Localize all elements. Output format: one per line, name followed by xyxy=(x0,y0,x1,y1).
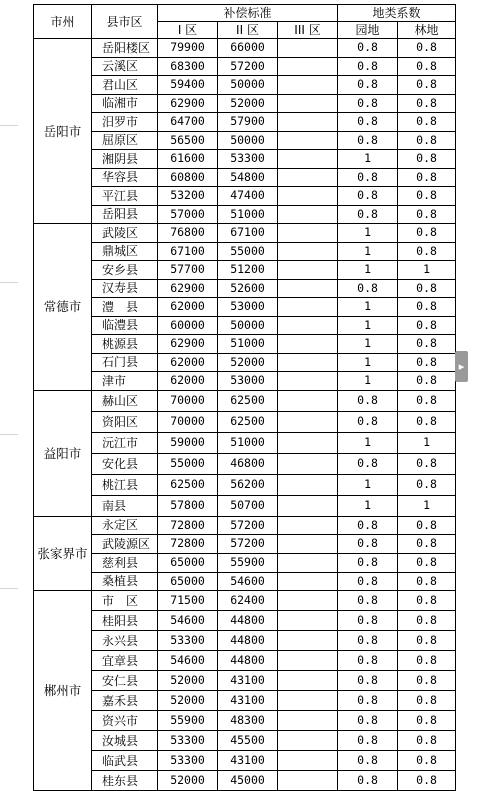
county-cell: 桂阳县 xyxy=(92,611,158,631)
zone-2-cell: 62400 xyxy=(218,591,278,611)
table-row xyxy=(34,187,456,206)
table-row xyxy=(34,453,456,474)
county-cell: 湘阴县 xyxy=(92,150,158,169)
zone-2-cell: 43100 xyxy=(218,691,278,711)
table-row xyxy=(34,261,456,280)
zone-3-cell xyxy=(278,113,338,132)
forest-coef-cell: 1 xyxy=(398,432,456,453)
zone-2-cell: 51200 xyxy=(218,261,278,280)
zone-1-cell: 55000 xyxy=(158,453,218,474)
table-body xyxy=(34,39,456,791)
orchard-coef-cell: 1 xyxy=(338,316,398,335)
zone-2-cell: 54600 xyxy=(218,572,278,591)
zone-1-cell: 56500 xyxy=(158,131,218,150)
orchard-coef-cell: 0.8 xyxy=(338,651,398,671)
zone-2-cell: 50000 xyxy=(218,131,278,150)
ruler-mark xyxy=(0,588,18,589)
zone-2-cell: 57200 xyxy=(218,535,278,554)
county-cell: 武陵源区 xyxy=(92,535,158,554)
table-row xyxy=(34,611,456,631)
orchard-coef-cell: 1 xyxy=(338,224,398,243)
county-cell: 沅江市 xyxy=(92,432,158,453)
zone-2-cell: 53000 xyxy=(218,372,278,391)
table-row xyxy=(34,411,456,432)
orchard-coef-cell: 0.8 xyxy=(338,113,398,132)
forest-coef-cell: 0.8 xyxy=(398,150,456,169)
orchard-coef-cell: 0.8 xyxy=(338,771,398,791)
orchard-coef-cell: 1 xyxy=(338,372,398,391)
zone-3-cell xyxy=(278,39,338,58)
county-cell: 汝城县 xyxy=(92,731,158,751)
zone-3-cell xyxy=(278,671,338,691)
compensation-table xyxy=(33,4,456,791)
table-row xyxy=(34,113,456,132)
zone-3-cell xyxy=(278,631,338,651)
table-row xyxy=(34,279,456,298)
zone-3-cell xyxy=(278,591,338,611)
orchard-coef-cell: 0.8 xyxy=(338,57,398,76)
header-county: 县市区 xyxy=(92,5,158,39)
table-row xyxy=(34,316,456,335)
header-zone-2: II 区 xyxy=(218,22,278,39)
zone-3-cell xyxy=(278,242,338,261)
forest-coef-cell: 0.8 xyxy=(398,474,456,495)
forest-coef-cell: 0.8 xyxy=(398,651,456,671)
zone-1-cell: 59000 xyxy=(158,432,218,453)
header-zone-1: I 区 xyxy=(158,22,218,39)
arrow-right-icon: ▸ xyxy=(458,360,465,373)
zone-1-cell: 62000 xyxy=(158,298,218,317)
zone-1-cell: 64700 xyxy=(158,113,218,132)
county-cell: 资阳区 xyxy=(92,411,158,432)
zone-2-cell: 66000 xyxy=(218,39,278,58)
county-cell: 永定区 xyxy=(92,516,158,535)
table-row xyxy=(34,671,456,691)
zone-1-cell: 52000 xyxy=(158,691,218,711)
zone-1-cell: 57000 xyxy=(158,205,218,224)
table-row xyxy=(34,298,456,317)
table-row xyxy=(34,691,456,711)
zone-3-cell xyxy=(278,316,338,335)
zone-3-cell xyxy=(278,131,338,150)
forest-coef-cell: 0.8 xyxy=(398,611,456,631)
table-row xyxy=(34,205,456,224)
county-cell: 桃源县 xyxy=(92,335,158,354)
forest-coef-cell: 1 xyxy=(398,261,456,280)
forest-coef-cell: 0.8 xyxy=(398,390,456,411)
city-cell: 郴州市 xyxy=(34,591,92,791)
forest-coef-cell: 1 xyxy=(398,495,456,516)
zone-3-cell xyxy=(278,572,338,591)
orchard-coef-cell: 0.8 xyxy=(338,516,398,535)
orchard-coef-cell: 0.8 xyxy=(338,131,398,150)
county-cell: 市 区 xyxy=(92,591,158,611)
table-row xyxy=(34,572,456,591)
orchard-coef-cell: 0.8 xyxy=(338,731,398,751)
zone-2-cell: 67100 xyxy=(218,224,278,243)
zone-3-cell xyxy=(278,771,338,791)
zone-1-cell: 62900 xyxy=(158,335,218,354)
zone-1-cell: 67100 xyxy=(158,242,218,261)
city-cell: 益阳市 xyxy=(34,390,92,516)
orchard-coef-cell: 0.8 xyxy=(338,411,398,432)
zone-1-cell: 52000 xyxy=(158,671,218,691)
table-row xyxy=(34,242,456,261)
zone-2-cell: 45000 xyxy=(218,771,278,791)
county-cell: 石门县 xyxy=(92,353,158,372)
county-cell: 华容县 xyxy=(92,168,158,187)
county-cell: 临澧县 xyxy=(92,316,158,335)
forest-coef-cell: 0.8 xyxy=(398,411,456,432)
zone-3-cell xyxy=(278,57,338,76)
zone-3-cell xyxy=(278,651,338,671)
forest-coef-cell: 0.8 xyxy=(398,335,456,354)
orchard-coef-cell: 0.8 xyxy=(338,187,398,206)
zone-2-cell: 50700 xyxy=(218,495,278,516)
forest-coef-cell: 0.8 xyxy=(398,353,456,372)
expand-handle[interactable] xyxy=(455,351,468,382)
orchard-coef-cell: 0.8 xyxy=(338,535,398,554)
ruler-mark xyxy=(0,282,18,283)
header-orchard: 园地 xyxy=(338,22,398,39)
forest-coef-cell: 0.8 xyxy=(398,711,456,731)
table-row xyxy=(34,94,456,113)
county-cell: 资兴市 xyxy=(92,711,158,731)
table-row xyxy=(34,76,456,95)
zone-3-cell xyxy=(278,298,338,317)
zone-2-cell: 45500 xyxy=(218,731,278,751)
zone-1-cell: 53300 xyxy=(158,631,218,651)
orchard-coef-cell: 0.8 xyxy=(338,94,398,113)
zone-1-cell: 70000 xyxy=(158,390,218,411)
forest-coef-cell: 0.8 xyxy=(398,516,456,535)
zone-1-cell: 62900 xyxy=(158,279,218,298)
zone-3-cell xyxy=(278,335,338,354)
table-row xyxy=(34,495,456,516)
orchard-coef-cell: 1 xyxy=(338,242,398,261)
county-cell: 君山区 xyxy=(92,76,158,95)
zone-1-cell: 72800 xyxy=(158,535,218,554)
forest-coef-cell: 0.8 xyxy=(398,691,456,711)
forest-coef-cell: 0.8 xyxy=(398,113,456,132)
header-coefficient: 地类系数 xyxy=(338,5,456,22)
county-cell: 临武县 xyxy=(92,751,158,771)
zone-3-cell xyxy=(278,495,338,516)
forest-coef-cell: 0.8 xyxy=(398,298,456,317)
orchard-coef-cell: 0.8 xyxy=(338,591,398,611)
county-cell: 云溪区 xyxy=(92,57,158,76)
orchard-coef-cell: 0.8 xyxy=(338,168,398,187)
table-row xyxy=(34,432,456,453)
table-row xyxy=(34,553,456,572)
forest-coef-cell: 0.8 xyxy=(398,57,456,76)
county-cell: 汨罗市 xyxy=(92,113,158,132)
zone-2-cell: 53300 xyxy=(218,150,278,169)
zone-2-cell: 51000 xyxy=(218,335,278,354)
zone-3-cell xyxy=(278,372,338,391)
zone-1-cell: 54600 xyxy=(158,611,218,631)
orchard-coef-cell: 1 xyxy=(338,495,398,516)
county-cell: 宜章县 xyxy=(92,651,158,671)
county-cell: 桑植县 xyxy=(92,572,158,591)
orchard-coef-cell: 0.8 xyxy=(338,751,398,771)
zone-3-cell xyxy=(278,224,338,243)
zone-2-cell: 48300 xyxy=(218,711,278,731)
zone-3-cell xyxy=(278,390,338,411)
zone-2-cell: 57900 xyxy=(218,113,278,132)
zone-3-cell xyxy=(278,691,338,711)
orchard-coef-cell: 0.8 xyxy=(338,553,398,572)
zone-3-cell xyxy=(278,261,338,280)
county-cell: 屈原区 xyxy=(92,131,158,150)
zone-2-cell: 44800 xyxy=(218,631,278,651)
city-cell: 常德市 xyxy=(34,224,92,391)
zone-2-cell: 52000 xyxy=(218,353,278,372)
orchard-coef-cell: 1 xyxy=(338,432,398,453)
county-cell: 岳阳楼区 xyxy=(92,39,158,58)
zone-1-cell: 62000 xyxy=(158,372,218,391)
header-compensation: 补偿标准 xyxy=(158,5,338,22)
zone-3-cell xyxy=(278,432,338,453)
zone-2-cell: 47400 xyxy=(218,187,278,206)
county-cell: 安化县 xyxy=(92,453,158,474)
zone-1-cell: 57800 xyxy=(158,495,218,516)
forest-coef-cell: 0.8 xyxy=(398,453,456,474)
zone-2-cell: 62500 xyxy=(218,411,278,432)
zone-3-cell xyxy=(278,187,338,206)
zone-1-cell: 61600 xyxy=(158,150,218,169)
table-row xyxy=(34,131,456,150)
orchard-coef-cell: 0.8 xyxy=(338,711,398,731)
zone-1-cell: 70000 xyxy=(158,411,218,432)
zone-3-cell xyxy=(278,611,338,631)
zone-3-cell xyxy=(278,76,338,95)
zone-2-cell: 52600 xyxy=(218,279,278,298)
ruler-mark xyxy=(0,125,18,126)
header-city: 市州 xyxy=(34,5,92,39)
county-cell: 岳阳县 xyxy=(92,205,158,224)
zone-2-cell: 53000 xyxy=(218,298,278,317)
forest-coef-cell: 0.8 xyxy=(398,731,456,751)
orchard-coef-cell: 1 xyxy=(338,150,398,169)
zone-2-cell: 55000 xyxy=(218,242,278,261)
zone-1-cell: 60000 xyxy=(158,316,218,335)
orchard-coef-cell: 1 xyxy=(338,298,398,317)
orchard-coef-cell: 0.8 xyxy=(338,279,398,298)
county-cell: 鼎城区 xyxy=(92,242,158,261)
city-cell: 张家界市 xyxy=(34,516,92,591)
orchard-coef-cell: 1 xyxy=(338,474,398,495)
zone-2-cell: 50000 xyxy=(218,316,278,335)
zone-3-cell xyxy=(278,279,338,298)
forest-coef-cell: 0.8 xyxy=(398,591,456,611)
zone-1-cell: 71500 xyxy=(158,591,218,611)
zone-3-cell xyxy=(278,94,338,113)
table-row xyxy=(34,771,456,791)
zone-1-cell: 62900 xyxy=(158,94,218,113)
zone-2-cell: 57200 xyxy=(218,516,278,535)
zone-3-cell xyxy=(278,168,338,187)
county-cell: 慈利县 xyxy=(92,553,158,572)
orchard-coef-cell: 0.8 xyxy=(338,691,398,711)
table-row xyxy=(34,57,456,76)
ruler-mark xyxy=(0,434,18,435)
forest-coef-cell: 0.8 xyxy=(398,39,456,58)
table-row xyxy=(34,751,456,771)
orchard-coef-cell: 1 xyxy=(338,353,398,372)
table-row xyxy=(34,631,456,651)
county-cell: 澧 县 xyxy=(92,298,158,317)
orchard-coef-cell: 0.8 xyxy=(338,453,398,474)
forest-coef-cell: 0.8 xyxy=(398,187,456,206)
zone-1-cell: 65000 xyxy=(158,553,218,572)
zone-3-cell xyxy=(278,751,338,771)
table-row xyxy=(34,711,456,731)
county-cell: 平江县 xyxy=(92,187,158,206)
orchard-coef-cell: 0.8 xyxy=(338,39,398,58)
zone-3-cell xyxy=(278,150,338,169)
zone-1-cell: 55900 xyxy=(158,711,218,731)
table-row xyxy=(34,224,456,243)
zone-1-cell: 54600 xyxy=(158,651,218,671)
zone-3-cell xyxy=(278,453,338,474)
table-row xyxy=(34,516,456,535)
forest-coef-cell: 0.8 xyxy=(398,205,456,224)
forest-coef-cell: 0.8 xyxy=(398,279,456,298)
county-cell: 安乡县 xyxy=(92,261,158,280)
zone-2-cell: 51000 xyxy=(218,432,278,453)
forest-coef-cell: 0.8 xyxy=(398,224,456,243)
table-row xyxy=(34,353,456,372)
zone-3-cell xyxy=(278,731,338,751)
forest-coef-cell: 0.8 xyxy=(398,316,456,335)
forest-coef-cell: 0.8 xyxy=(398,671,456,691)
county-cell: 桃江县 xyxy=(92,474,158,495)
orchard-coef-cell: 0.8 xyxy=(338,611,398,631)
table-row xyxy=(34,168,456,187)
table-row xyxy=(34,474,456,495)
zone-2-cell: 55900 xyxy=(218,553,278,572)
orchard-coef-cell: 1 xyxy=(338,261,398,280)
zone-2-cell: 43100 xyxy=(218,751,278,771)
zone-2-cell: 57200 xyxy=(218,57,278,76)
county-cell: 赫山区 xyxy=(92,390,158,411)
zone-3-cell xyxy=(278,516,338,535)
zone-1-cell: 79900 xyxy=(158,39,218,58)
forest-coef-cell: 0.8 xyxy=(398,751,456,771)
zone-1-cell: 72800 xyxy=(158,516,218,535)
zone-3-cell xyxy=(278,553,338,572)
zone-1-cell: 65000 xyxy=(158,572,218,591)
orchard-coef-cell: 0.8 xyxy=(338,76,398,95)
table-row xyxy=(34,651,456,671)
zone-1-cell: 68300 xyxy=(158,57,218,76)
orchard-coef-cell: 0.8 xyxy=(338,631,398,651)
zone-1-cell: 53300 xyxy=(158,751,218,771)
forest-coef-cell: 0.8 xyxy=(398,535,456,554)
zone-2-cell: 43100 xyxy=(218,671,278,691)
county-cell: 汉寿县 xyxy=(92,279,158,298)
zone-2-cell: 52000 xyxy=(218,94,278,113)
header-zone-3: III 区 xyxy=(278,22,338,39)
county-cell: 嘉禾县 xyxy=(92,691,158,711)
zone-2-cell: 46800 xyxy=(218,453,278,474)
zone-1-cell: 62500 xyxy=(158,474,218,495)
zone-3-cell xyxy=(278,353,338,372)
zone-1-cell: 52000 xyxy=(158,771,218,791)
orchard-coef-cell: 0.8 xyxy=(338,390,398,411)
table-row xyxy=(34,335,456,354)
zone-2-cell: 44800 xyxy=(218,611,278,631)
zone-1-cell: 60800 xyxy=(158,168,218,187)
forest-coef-cell: 0.8 xyxy=(398,631,456,651)
forest-coef-cell: 0.8 xyxy=(398,771,456,791)
zone-1-cell: 53300 xyxy=(158,731,218,751)
forest-coef-cell: 0.8 xyxy=(398,572,456,591)
orchard-coef-cell: 0.8 xyxy=(338,671,398,691)
zone-2-cell: 56200 xyxy=(218,474,278,495)
table-row xyxy=(34,535,456,554)
zone-3-cell xyxy=(278,411,338,432)
zone-1-cell: 76800 xyxy=(158,224,218,243)
county-cell: 永兴县 xyxy=(92,631,158,651)
forest-coef-cell: 0.8 xyxy=(398,372,456,391)
county-cell: 武陵区 xyxy=(92,224,158,243)
forest-coef-cell: 0.8 xyxy=(398,131,456,150)
forest-coef-cell: 0.8 xyxy=(398,553,456,572)
zone-2-cell: 44800 xyxy=(218,651,278,671)
orchard-coef-cell: 0.8 xyxy=(338,205,398,224)
orchard-coef-cell: 0.8 xyxy=(338,572,398,591)
header-forest: 林地 xyxy=(398,22,456,39)
orchard-coef-cell: 1 xyxy=(338,335,398,354)
county-cell: 桂东县 xyxy=(92,771,158,791)
county-cell: 临湘市 xyxy=(92,94,158,113)
table-row xyxy=(34,150,456,169)
zone-3-cell xyxy=(278,474,338,495)
forest-coef-cell: 0.8 xyxy=(398,94,456,113)
county-cell: 津市 xyxy=(92,372,158,391)
zone-3-cell xyxy=(278,711,338,731)
county-cell: 南县 xyxy=(92,495,158,516)
forest-coef-cell: 0.8 xyxy=(398,76,456,95)
zone-3-cell xyxy=(278,205,338,224)
table-row xyxy=(34,731,456,751)
city-cell: 岳阳市 xyxy=(34,39,92,224)
table-row xyxy=(34,390,456,411)
table-row xyxy=(34,591,456,611)
zone-1-cell: 57700 xyxy=(158,261,218,280)
zone-1-cell: 53200 xyxy=(158,187,218,206)
county-cell: 安仁县 xyxy=(92,671,158,691)
forest-coef-cell: 0.8 xyxy=(398,242,456,261)
zone-2-cell: 50000 xyxy=(218,76,278,95)
zone-1-cell: 62000 xyxy=(158,353,218,372)
zone-2-cell: 62500 xyxy=(218,390,278,411)
table-row xyxy=(34,372,456,391)
table-row xyxy=(34,39,456,58)
zone-1-cell: 59400 xyxy=(158,76,218,95)
forest-coef-cell: 0.8 xyxy=(398,168,456,187)
zone-3-cell xyxy=(278,535,338,554)
zone-2-cell: 54800 xyxy=(218,168,278,187)
zone-2-cell: 51000 xyxy=(218,205,278,224)
